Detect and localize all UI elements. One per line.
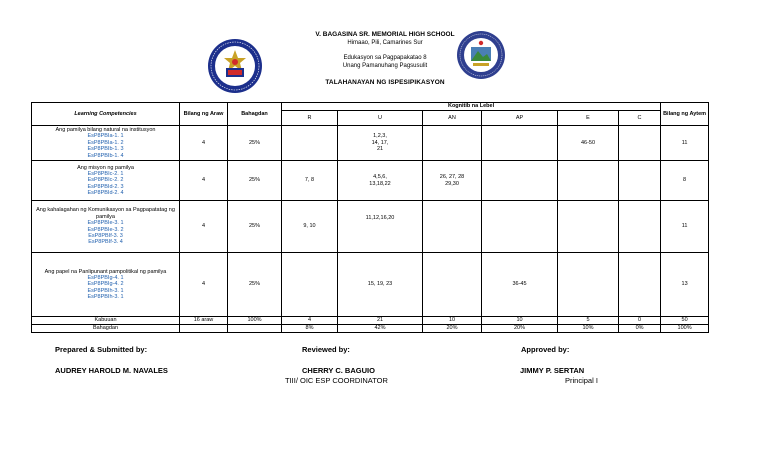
header-percent: Bahagdan bbox=[228, 103, 282, 126]
table-row bbox=[32, 126, 709, 161]
total-label: Kabuuan bbox=[32, 317, 180, 325]
approved-position: Principal I bbox=[565, 376, 598, 385]
competency-code: EsP8PBIe-3. 2 bbox=[87, 226, 124, 233]
ap-cell bbox=[482, 201, 558, 253]
table-of-specifications bbox=[31, 102, 709, 333]
competency-title: Ang pamilya bilang natural na institusyon bbox=[55, 127, 156, 133]
percent-cell: 25% bbox=[228, 161, 282, 201]
an-cell bbox=[423, 253, 482, 317]
document-title: TALAHANAYAN NG ISPESIPIKASYON bbox=[325, 79, 445, 86]
an-cell bbox=[423, 126, 482, 161]
bahagdan-label: Bahagdan bbox=[32, 325, 180, 333]
total-u: 21 bbox=[338, 317, 423, 325]
competency-title: Ang misyon ng pamilya bbox=[77, 164, 134, 171]
bahagdan-r: 8% bbox=[282, 325, 338, 333]
ap-cell bbox=[482, 161, 558, 201]
days-cell: 4 bbox=[180, 253, 228, 317]
percent-cell: 25% bbox=[228, 126, 282, 161]
deped-seal-logo bbox=[207, 38, 263, 94]
competency-code: EsP8PBIe-3. 1 bbox=[87, 220, 124, 227]
competency-code: EsP8PBIf-3. 4 bbox=[88, 239, 123, 246]
e-cell bbox=[558, 201, 619, 253]
competency-code: EsP8PBIa-1. 2 bbox=[87, 139, 124, 146]
u-cell: 15, 19, 23 bbox=[338, 253, 423, 317]
u-cell: 11,12,16,20 bbox=[338, 201, 423, 253]
percent-cell: 25% bbox=[228, 253, 282, 317]
competency-code: EsP8PBIh-3. 1 bbox=[87, 287, 124, 294]
header-competencies: Learning Competencies bbox=[32, 103, 180, 126]
items-cell: 11 bbox=[661, 126, 709, 161]
u-cell: 1,2,3, 14, 17, 21 bbox=[338, 126, 423, 161]
competency-code: EsP8PBIh-3. 1 bbox=[87, 294, 124, 301]
competency-cell bbox=[32, 126, 180, 161]
reviewed-position: TIII/ OIC ESP COORDINATOR bbox=[285, 376, 388, 385]
ap-cell: 36-45 bbox=[482, 253, 558, 317]
competency-code: EsP8PBIf-3. 3 bbox=[88, 232, 123, 239]
competency-code: EsP8PBIb-1. 4 bbox=[87, 152, 124, 159]
header-level-r: R bbox=[282, 111, 338, 126]
header-days: Bilang ng Araw bbox=[180, 103, 228, 126]
bahagdan-items: 100% bbox=[661, 325, 709, 333]
competency-code: EsP8PBIc-2. 1 bbox=[87, 170, 124, 177]
total-items: 50 bbox=[661, 317, 709, 325]
total-e: 5 bbox=[558, 317, 619, 325]
header-level-e: E bbox=[558, 111, 619, 126]
bahagdan-percent bbox=[228, 325, 282, 333]
r-cell bbox=[282, 126, 338, 161]
total-c: 0 bbox=[619, 317, 661, 325]
reviewed-name: CHERRY C. BAGUIO bbox=[302, 366, 375, 375]
items-cell: 8 bbox=[661, 161, 709, 201]
competency-title: Ang papel na Panlipunant pampolitikal ng pamilya bbox=[44, 268, 167, 275]
total-an: 10 bbox=[423, 317, 482, 325]
document-header bbox=[280, 30, 490, 87]
header-level-ap: AP bbox=[482, 111, 558, 126]
prepared-label: Prepared & Submitted by: bbox=[55, 345, 148, 354]
competency-title: Ang kahalagahan ng Komunikasyon sa Pagpapatatag ng pamilya bbox=[36, 207, 175, 220]
table-row bbox=[32, 201, 709, 253]
competency-cell bbox=[32, 201, 180, 253]
r-cell bbox=[282, 253, 338, 317]
bahagdan-e: 10% bbox=[558, 325, 619, 333]
c-cell bbox=[619, 253, 661, 317]
competency-code: EsP8PBId-2. 4 bbox=[87, 190, 124, 197]
table-row bbox=[32, 253, 709, 317]
r-cell: 7, 8 bbox=[282, 161, 338, 201]
header-cognitive-level: Kognitib na Lebel bbox=[282, 103, 661, 111]
header-items: Bilang ng Aytem bbox=[661, 103, 709, 126]
approved-label: Approved by: bbox=[521, 345, 570, 354]
days-cell: 4 bbox=[180, 201, 228, 253]
an-cell bbox=[423, 201, 482, 253]
u-cell: 4,5,6, 13,18,22 bbox=[338, 161, 423, 201]
days-cell: 4 bbox=[180, 161, 228, 201]
table-row-bahagdan bbox=[32, 325, 709, 333]
competency-cell bbox=[32, 253, 180, 317]
subject-name: Edukasyon sa Pagpapakatao 8 bbox=[343, 55, 427, 61]
an-cell: 26, 27, 28 29,30 bbox=[423, 161, 482, 201]
competency-code: EsP8PBIb-1. 3 bbox=[87, 146, 124, 153]
school-name: V. BAGASINA SR. MEMORIAL HIGH SCHOOL bbox=[315, 31, 455, 38]
total-percent: 100% bbox=[228, 317, 282, 325]
c-cell bbox=[619, 161, 661, 201]
prepared-name: AUDREY HAROLD M. NAVALES bbox=[55, 366, 168, 375]
exam-name: Unang Pamanuhang Pagsusulit bbox=[342, 63, 428, 69]
table-row bbox=[32, 161, 709, 201]
competency-code: EsP8PBIg-4. 2 bbox=[87, 281, 124, 288]
bahagdan-u: 42% bbox=[338, 325, 423, 333]
reviewed-label: Reviewed by: bbox=[302, 345, 350, 354]
total-r: 4 bbox=[282, 317, 338, 325]
competency-code: EsP8PBIc-2. 2 bbox=[87, 177, 124, 184]
bahagdan-ap: 20% bbox=[482, 325, 558, 333]
competency-cell bbox=[32, 161, 180, 201]
table-row-total bbox=[32, 317, 709, 325]
items-cell: 13 bbox=[661, 253, 709, 317]
days-cell: 4 bbox=[180, 126, 228, 161]
c-cell bbox=[619, 201, 661, 253]
e-cell bbox=[558, 253, 619, 317]
e-cell: 46-50 bbox=[558, 126, 619, 161]
header-level-u: U bbox=[338, 111, 423, 126]
bahagdan-days bbox=[180, 325, 228, 333]
ap-cell bbox=[482, 126, 558, 161]
header-level-an: AN bbox=[423, 111, 482, 126]
percent-cell: 25% bbox=[228, 201, 282, 253]
c-cell bbox=[619, 126, 661, 161]
r-cell: 9, 10 bbox=[282, 201, 338, 253]
competency-code: EsP8PBIa-1. 1 bbox=[87, 133, 124, 140]
e-cell bbox=[558, 161, 619, 201]
approved-name: JIMMY P. SERTAN bbox=[520, 366, 585, 375]
items-cell: 11 bbox=[661, 201, 709, 253]
total-ap: 10 bbox=[482, 317, 558, 325]
school-address: Himaao, Pili, Camarines Sur bbox=[347, 40, 423, 46]
competency-code: EsP8PBIg-4. 1 bbox=[87, 274, 124, 281]
total-days: 16 araw bbox=[180, 317, 228, 325]
competency-code: EsP8PBId-2. 3 bbox=[87, 183, 124, 190]
header-level-c: C bbox=[619, 111, 661, 126]
bahagdan-c: 0% bbox=[619, 325, 661, 333]
bahagdan-an: 20% bbox=[423, 325, 482, 333]
